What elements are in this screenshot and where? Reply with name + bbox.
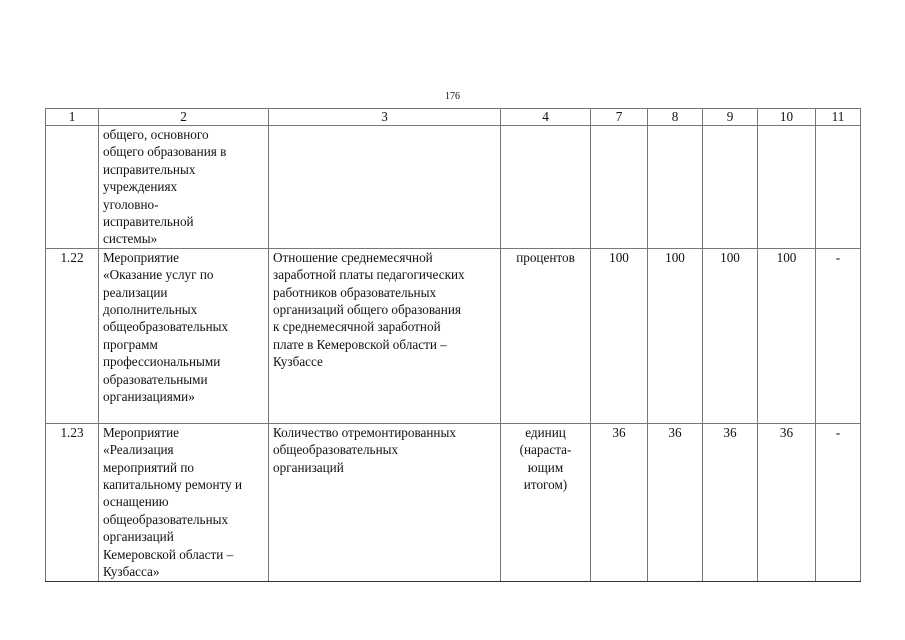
value-7: 36 xyxy=(591,423,648,581)
column-header: 2 xyxy=(99,109,269,126)
row-number xyxy=(46,126,99,249)
column-header: 3 xyxy=(269,109,501,126)
activity-name: Мероприятие «Оказание услуг по реализации дополнительных общеобразовательных программ профессиональными образовательными организациями» xyxy=(99,248,269,423)
column-header: 7 xyxy=(591,109,648,126)
value-10 xyxy=(758,126,816,249)
value-8 xyxy=(648,126,703,249)
column-header: 9 xyxy=(703,109,758,126)
value-11: - xyxy=(816,248,861,423)
value-9 xyxy=(703,126,758,249)
column-header: 1 xyxy=(46,109,99,126)
indicators-table xyxy=(45,108,861,582)
page-number: 176 xyxy=(445,91,460,102)
indicator-name xyxy=(269,126,501,249)
table-header-row xyxy=(46,109,861,126)
column-header: 11 xyxy=(816,109,861,126)
value-9: 36 xyxy=(703,423,758,581)
value-11 xyxy=(816,126,861,249)
indicator-name: Количество отремонтированных общеобразовательных организаций xyxy=(269,423,501,581)
value-11: - xyxy=(816,423,861,581)
value-10: 36 xyxy=(758,423,816,581)
value-10: 100 xyxy=(758,248,816,423)
table-row xyxy=(46,423,861,581)
value-7: 100 xyxy=(591,248,648,423)
activity-name: Мероприятие «Реализация мероприятий по капитальному ремонту и оснащению общеобразовательных организаций Кемеровской области – Кузбасса» xyxy=(99,423,269,581)
value-9: 100 xyxy=(703,248,758,423)
column-header: 10 xyxy=(758,109,816,126)
value-8: 100 xyxy=(648,248,703,423)
table-row xyxy=(46,248,861,423)
row-number: 1.22 xyxy=(46,248,99,423)
unit: единиц (нараста- ющим итогом) xyxy=(501,423,591,581)
value-8: 36 xyxy=(648,423,703,581)
row-number: 1.23 xyxy=(46,423,99,581)
indicator-name: Отношение среднемесячной заработной платы педагогических работников образовательных организаций общего образования к среднемесячной заработной плате в Кемеровской области – Кузбассе xyxy=(269,248,501,423)
column-header: 4 xyxy=(501,109,591,126)
value-7 xyxy=(591,126,648,249)
column-header: 8 xyxy=(648,109,703,126)
activity-name: общего, основного общего образования в исправительных учреждениях уголовно- исправительной системы» xyxy=(99,126,269,249)
unit xyxy=(501,126,591,249)
table-row xyxy=(46,126,861,249)
unit: процентов xyxy=(501,248,591,423)
